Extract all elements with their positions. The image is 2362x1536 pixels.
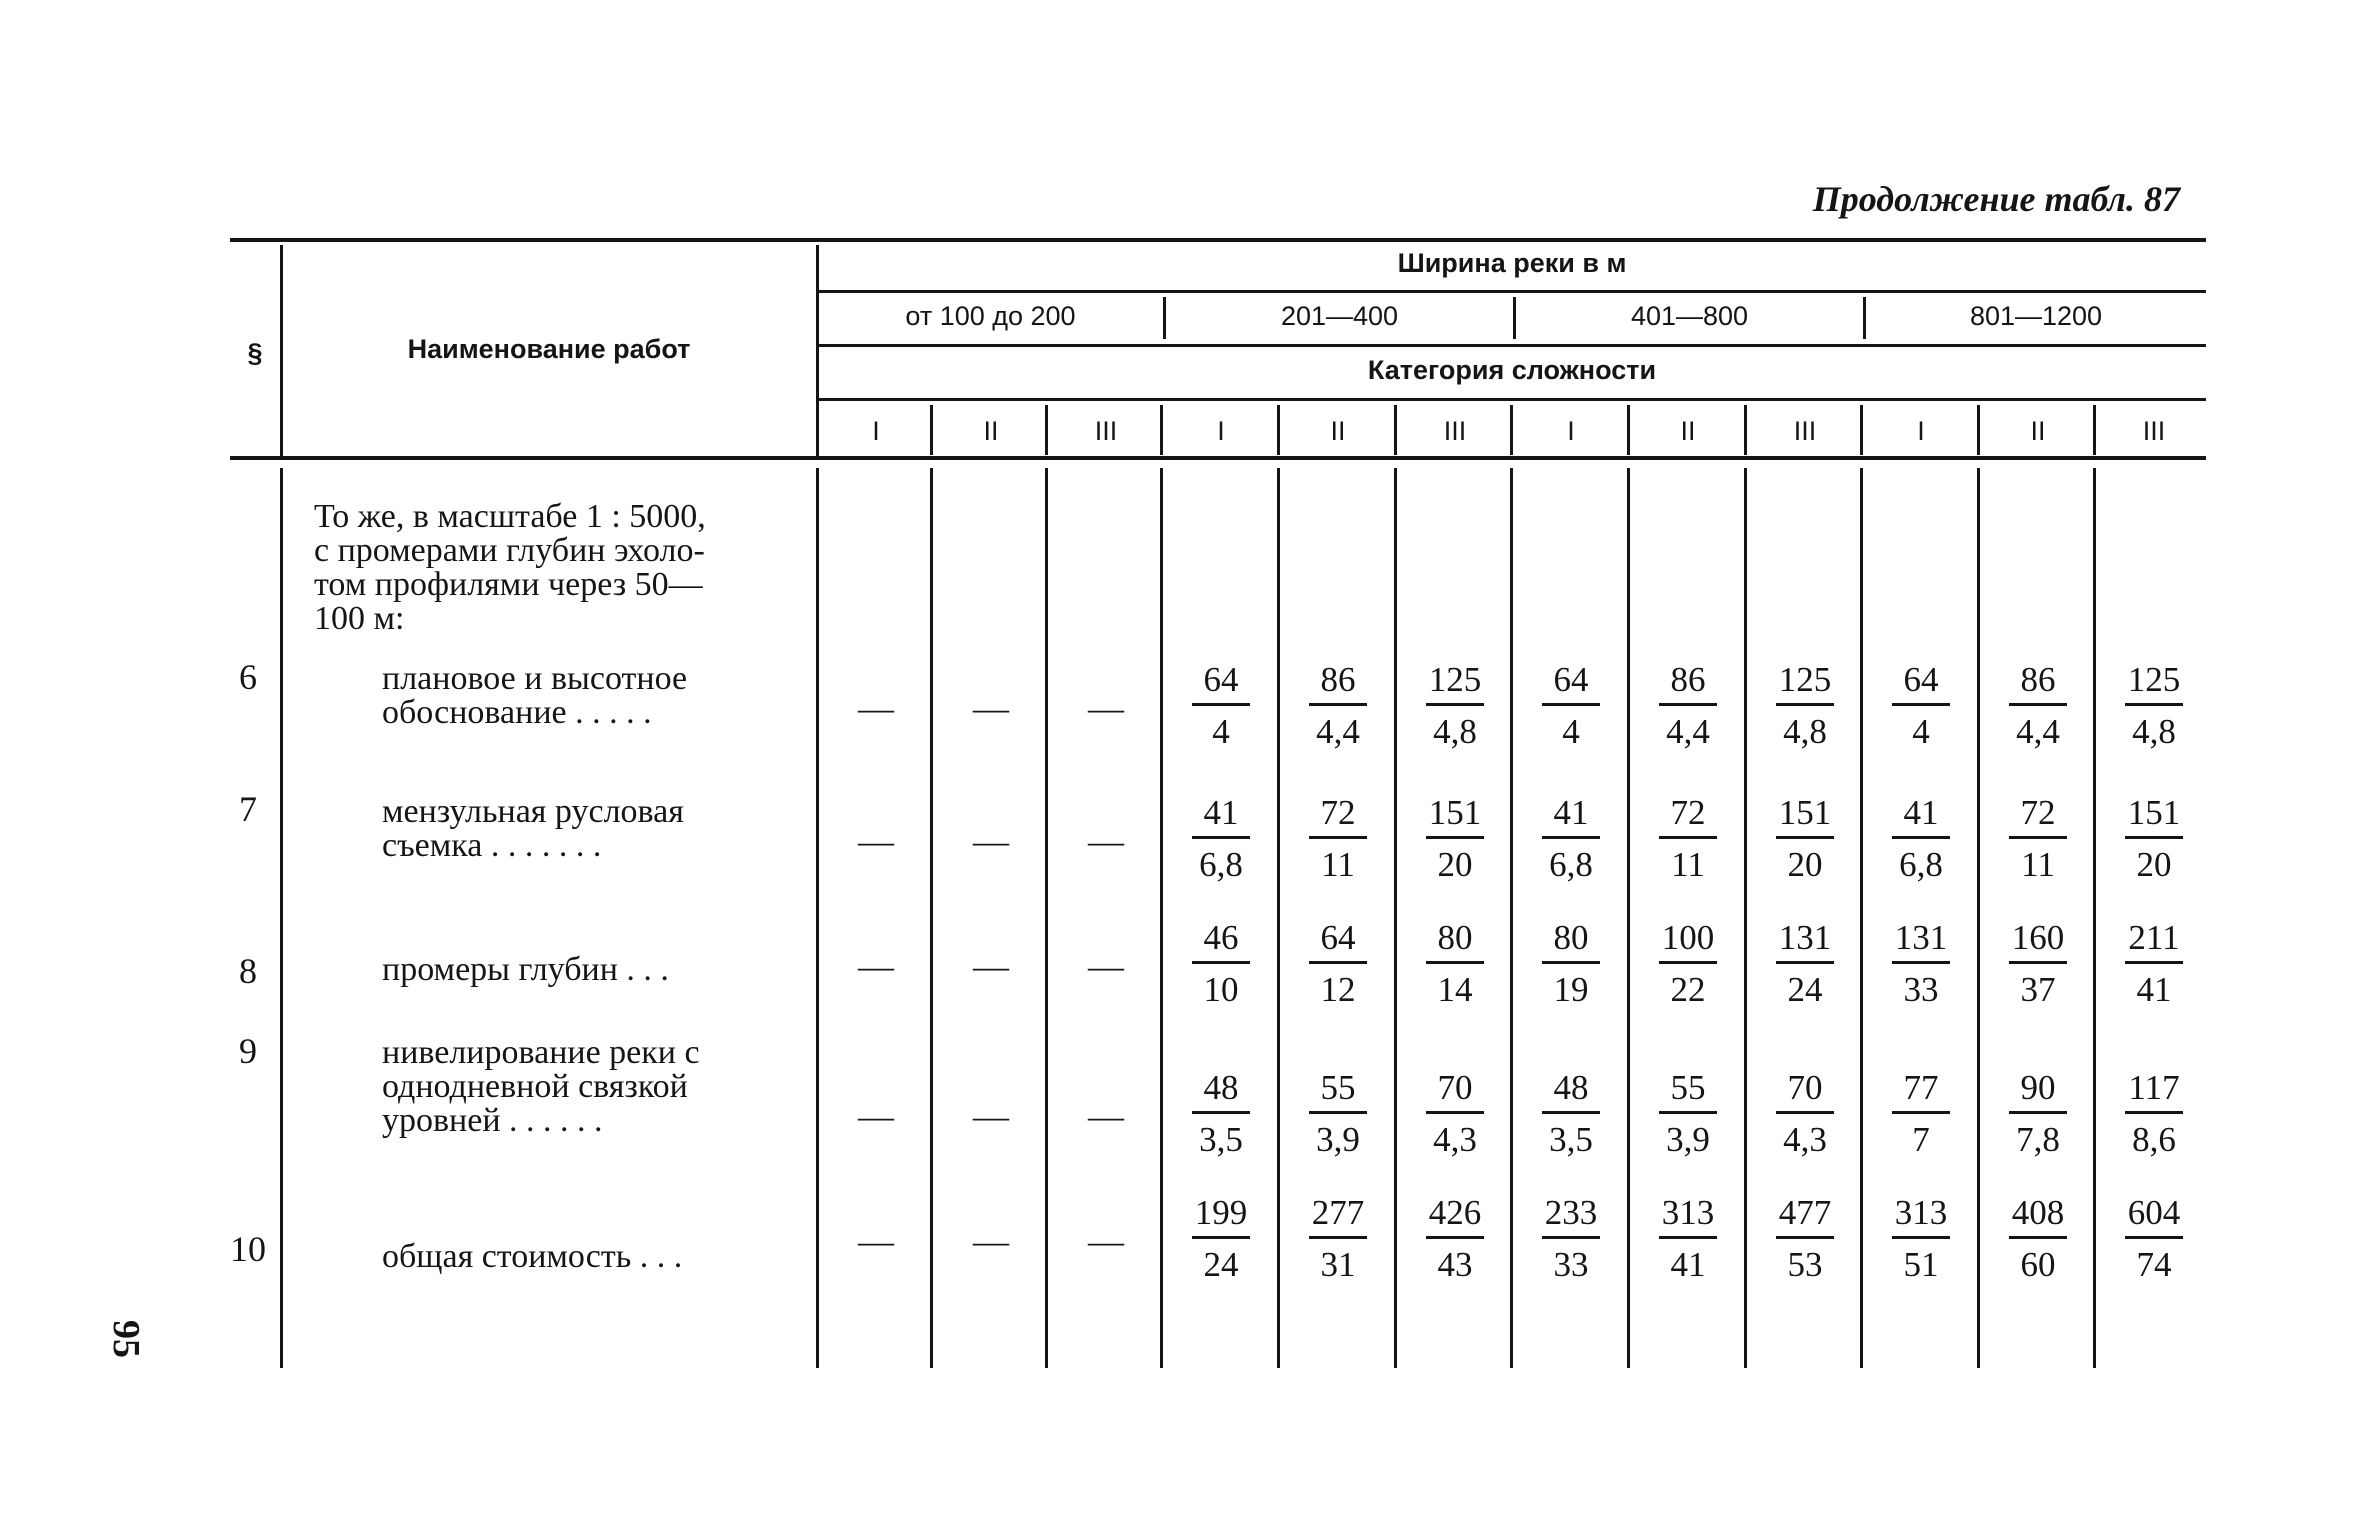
fraction-denominator: 8,6 <box>2132 1120 2176 1159</box>
intro-description <box>314 500 792 636</box>
fraction-numerator: 151 <box>1778 793 1832 832</box>
category-header: I <box>1567 416 1575 446</box>
value-fraction <box>1397 1195 1513 1282</box>
category-header: II <box>1330 416 1346 446</box>
header-bottom-rule <box>230 456 2206 460</box>
fraction-numerator: 64 <box>1553 660 1589 699</box>
value-fraction <box>1980 662 2096 749</box>
empty-value-dash: — <box>973 1221 1009 1261</box>
fraction-numerator: 151 <box>1428 793 1482 832</box>
empty-value-dash: — <box>1088 946 1124 986</box>
value-fraction <box>2096 795 2212 882</box>
fraction-numerator: 477 <box>1778 1193 1832 1232</box>
category-header: III <box>1793 416 1817 446</box>
body-divider <box>280 468 283 1368</box>
empty-value-dash: — <box>973 946 1009 986</box>
intro-line: То же, в масштабе 1 : 5000, <box>314 498 706 535</box>
value-fraction <box>1513 1070 1629 1157</box>
fraction-denominator: 3,5 <box>1199 1120 1243 1159</box>
fraction-denominator: 3,9 <box>1316 1120 1360 1159</box>
fraction-denominator: 74 <box>2136 1245 2172 1284</box>
empty-value-dash: — <box>858 946 894 986</box>
fraction-denominator: 4,8 <box>1433 712 1477 751</box>
value-fraction <box>1747 1070 1863 1157</box>
fraction-numerator: 70 <box>1787 1068 1823 1107</box>
fraction-denominator: 24 <box>1203 1245 1239 1284</box>
value-fraction <box>1863 920 1979 1007</box>
fraction-numerator: 277 <box>1311 1193 1365 1232</box>
fraction-numerator: 313 <box>1661 1193 1715 1232</box>
fraction-numerator: 64 <box>1320 918 1356 957</box>
fraction-denominator: 19 <box>1553 970 1589 1009</box>
work-name <box>382 953 792 987</box>
width-group-header: 801—1200 <box>1969 301 2103 331</box>
river-width-header: Ширина реки в м <box>1397 248 1627 278</box>
empty-value-dash: — <box>858 1221 894 1261</box>
value-fraction <box>1863 662 1979 749</box>
fraction-numerator: 48 <box>1203 1068 1239 1107</box>
fraction-denominator: 33 <box>1553 1245 1589 1284</box>
fraction-denominator: 22 <box>1670 970 1706 1009</box>
fraction-numerator: 41 <box>1553 793 1589 832</box>
value-fraction <box>1280 1195 1396 1282</box>
section-number: 10 <box>230 1229 266 1269</box>
value-fraction <box>1630 920 1746 1007</box>
work-name <box>382 662 792 730</box>
fraction-denominator: 6,8 <box>1899 845 1943 884</box>
fraction-denominator: 20 <box>2136 845 2172 884</box>
fraction-numerator: 199 <box>1194 1193 1248 1232</box>
fraction-denominator: 51 <box>1903 1245 1939 1284</box>
intro-line: 100 м: <box>314 600 405 637</box>
work-name-line: общая стоимость . . . <box>382 1238 683 1275</box>
header-divider <box>280 245 283 457</box>
fraction-denominator: 33 <box>1903 970 1939 1009</box>
value-fraction <box>1163 662 1279 749</box>
fraction-numerator: 70 <box>1437 1068 1473 1107</box>
fraction-numerator: 86 <box>1320 660 1356 699</box>
value-fraction <box>1163 795 1279 882</box>
fraction-numerator: 80 <box>1553 918 1589 957</box>
work-name-header: Наименование работ <box>407 334 691 364</box>
value-fraction <box>1630 1195 1746 1282</box>
value-fraction <box>1397 662 1513 749</box>
value-fraction <box>1513 920 1629 1007</box>
fraction-numerator: 64 <box>1203 660 1239 699</box>
fraction-numerator: 86 <box>2020 660 2056 699</box>
table-top-rule <box>230 238 2206 242</box>
fraction-denominator: 4,8 <box>2132 712 2176 751</box>
fraction-denominator: 3,9 <box>1666 1120 1710 1159</box>
fraction-denominator: 20 <box>1437 845 1473 884</box>
fraction-numerator: 100 <box>1661 918 1715 957</box>
fraction-numerator: 131 <box>1778 918 1832 957</box>
fraction-denominator: 11 <box>1671 845 1705 884</box>
category-header: III <box>1094 416 1118 446</box>
section-number: 7 <box>239 789 257 829</box>
fraction-denominator: 4,8 <box>1783 712 1827 751</box>
value-fraction <box>2096 1195 2212 1282</box>
value-fraction <box>1397 920 1513 1007</box>
intro-line: с промерами глубин эхоло- <box>314 532 705 569</box>
fraction-denominator: 60 <box>2020 1245 2056 1284</box>
value-fraction <box>2096 662 2212 749</box>
work-name <box>382 1036 792 1138</box>
section-symbol-header: § <box>247 338 263 368</box>
value-fraction <box>1513 1195 1629 1282</box>
fraction-numerator: 117 <box>2128 1068 2180 1107</box>
value-fraction <box>1980 795 2096 882</box>
fraction-numerator: 72 <box>1320 793 1356 832</box>
fraction-denominator: 53 <box>1787 1245 1823 1284</box>
empty-value-dash: — <box>858 821 894 861</box>
value-fraction <box>2096 920 2212 1007</box>
complexity-header: Категория сложности <box>1367 355 1657 385</box>
fraction-numerator: 77 <box>1903 1068 1939 1107</box>
value-fraction <box>1747 920 1863 1007</box>
value-fraction <box>1630 662 1746 749</box>
empty-value-dash: — <box>858 688 894 728</box>
value-fraction <box>1747 795 1863 882</box>
continuation-caption: Продолжение табл. 87 <box>1812 179 2180 219</box>
fraction-denominator: 43 <box>1437 1245 1473 1284</box>
fraction-numerator: 125 <box>1778 660 1832 699</box>
fraction-numerator: 64 <box>1903 660 1939 699</box>
fraction-denominator: 12 <box>1320 970 1356 1009</box>
fraction-denominator: 4 <box>1562 712 1580 751</box>
value-fraction <box>1397 795 1513 882</box>
work-name <box>382 1240 792 1274</box>
fraction-numerator: 72 <box>2020 793 2056 832</box>
fraction-denominator: 20 <box>1787 845 1823 884</box>
fraction-denominator: 6,8 <box>1549 845 1593 884</box>
category-header: II <box>2030 416 2046 446</box>
category-header: III <box>2142 416 2166 446</box>
fraction-numerator: 72 <box>1670 793 1706 832</box>
section-number: 8 <box>239 951 257 991</box>
value-fraction <box>1513 795 1629 882</box>
category-header: III <box>1443 416 1467 446</box>
fraction-numerator: 55 <box>1670 1068 1706 1107</box>
fraction-numerator: 41 <box>1203 793 1239 832</box>
fraction-numerator: 233 <box>1544 1193 1598 1232</box>
work-name <box>382 795 792 863</box>
value-fraction <box>1980 1070 2096 1157</box>
fraction-denominator: 7,8 <box>2016 1120 2060 1159</box>
category-header: I <box>1917 416 1925 446</box>
fraction-numerator: 211 <box>2128 918 2180 957</box>
value-fraction <box>1863 1195 1979 1282</box>
work-name-line: обоснование . . . . . <box>382 694 652 731</box>
fraction-numerator: 41 <box>1903 793 1939 832</box>
width-group-header: 401—800 <box>1630 301 1749 331</box>
fraction-numerator: 46 <box>1203 918 1239 957</box>
empty-value-dash: — <box>1088 1221 1124 1261</box>
work-name-line: плановое и высотное <box>382 660 688 697</box>
fraction-numerator: 55 <box>1320 1068 1356 1107</box>
value-fraction <box>1163 1070 1279 1157</box>
empty-value-dash: — <box>1088 821 1124 861</box>
category-header: II <box>983 416 999 446</box>
fraction-denominator: 4 <box>1912 712 1930 751</box>
fraction-numerator: 160 <box>2011 918 2065 957</box>
work-name-line: уровней . . . . . . <box>382 1102 603 1139</box>
fraction-denominator: 4,4 <box>1666 712 1710 751</box>
work-name-line: промеры глубин . . . <box>382 951 669 988</box>
section-number: 9 <box>239 1031 257 1071</box>
value-fraction <box>1980 1195 2096 1282</box>
width-groups-rule <box>818 344 2206 347</box>
fraction-denominator: 11 <box>1321 845 1355 884</box>
empty-value-dash: — <box>973 1096 1009 1136</box>
fraction-numerator: 151 <box>2127 793 2181 832</box>
fraction-denominator: 41 <box>1670 1245 1706 1284</box>
fraction-denominator: 11 <box>2021 845 2055 884</box>
fraction-denominator: 4,3 <box>1783 1120 1827 1159</box>
width-group-header: от 100 до 200 <box>905 301 1076 331</box>
fraction-numerator: 86 <box>1670 660 1706 699</box>
value-fraction <box>1513 662 1629 749</box>
page-number: 95 <box>105 1320 147 1358</box>
fraction-numerator: 131 <box>1894 918 1948 957</box>
value-fraction <box>1163 920 1279 1007</box>
value-fraction <box>1863 795 1979 882</box>
fraction-numerator: 408 <box>2011 1193 2065 1232</box>
value-fraction <box>1630 1070 1746 1157</box>
work-name-line: нивелирование реки с <box>382 1034 700 1071</box>
work-name-line: однодневной связкой <box>382 1068 688 1105</box>
category-header: I <box>872 416 880 446</box>
fraction-numerator: 125 <box>2127 660 2181 699</box>
fraction-denominator: 41 <box>2136 970 2172 1009</box>
category-header: II <box>1680 416 1696 446</box>
fraction-numerator: 80 <box>1437 918 1473 957</box>
fraction-numerator: 125 <box>1428 660 1482 699</box>
fraction-denominator: 4,4 <box>1316 712 1360 751</box>
value-fraction <box>1863 1070 1979 1157</box>
fraction-numerator: 90 <box>2020 1068 2056 1107</box>
fraction-numerator: 313 <box>1894 1193 1948 1232</box>
value-fraction <box>1163 1195 1279 1282</box>
work-name-line: мензульная русловая <box>382 793 684 830</box>
fraction-denominator: 7 <box>1912 1120 1930 1159</box>
fraction-denominator: 4,3 <box>1433 1120 1477 1159</box>
empty-value-dash: — <box>973 688 1009 728</box>
complexity-rule <box>818 398 2206 401</box>
empty-value-dash: — <box>858 1096 894 1136</box>
fraction-denominator: 4 <box>1212 712 1230 751</box>
value-fraction <box>1280 795 1396 882</box>
fraction-denominator: 24 <box>1787 970 1823 1009</box>
width-header-rule <box>818 290 2206 293</box>
width-group-header: 201—400 <box>1280 301 1399 331</box>
value-fraction <box>1980 920 2096 1007</box>
category-header: I <box>1217 416 1225 446</box>
value-fraction <box>1397 1070 1513 1157</box>
value-fraction <box>1280 1070 1396 1157</box>
value-fraction <box>1747 1195 1863 1282</box>
value-fraction <box>1280 920 1396 1007</box>
fraction-denominator: 14 <box>1437 970 1473 1009</box>
empty-value-dash: — <box>1088 688 1124 728</box>
fraction-numerator: 426 <box>1428 1193 1482 1232</box>
work-name-line: съемка . . . . . . . <box>382 827 602 864</box>
value-fraction <box>2096 1070 2212 1157</box>
value-fraction <box>1747 662 1863 749</box>
fraction-numerator: 604 <box>2127 1193 2181 1232</box>
fraction-denominator: 10 <box>1203 970 1239 1009</box>
section-number: 6 <box>239 657 257 697</box>
fraction-denominator: 31 <box>1320 1245 1356 1284</box>
intro-line: том профилями через 50— <box>314 566 703 603</box>
fraction-denominator: 3,5 <box>1549 1120 1593 1159</box>
empty-value-dash: — <box>1088 1096 1124 1136</box>
value-fraction <box>1280 662 1396 749</box>
value-fraction <box>1630 795 1746 882</box>
fraction-denominator: 37 <box>2020 970 2056 1009</box>
empty-value-dash: — <box>973 821 1009 861</box>
fraction-numerator: 48 <box>1553 1068 1589 1107</box>
fraction-denominator: 6,8 <box>1199 845 1243 884</box>
fraction-denominator: 4,4 <box>2016 712 2060 751</box>
